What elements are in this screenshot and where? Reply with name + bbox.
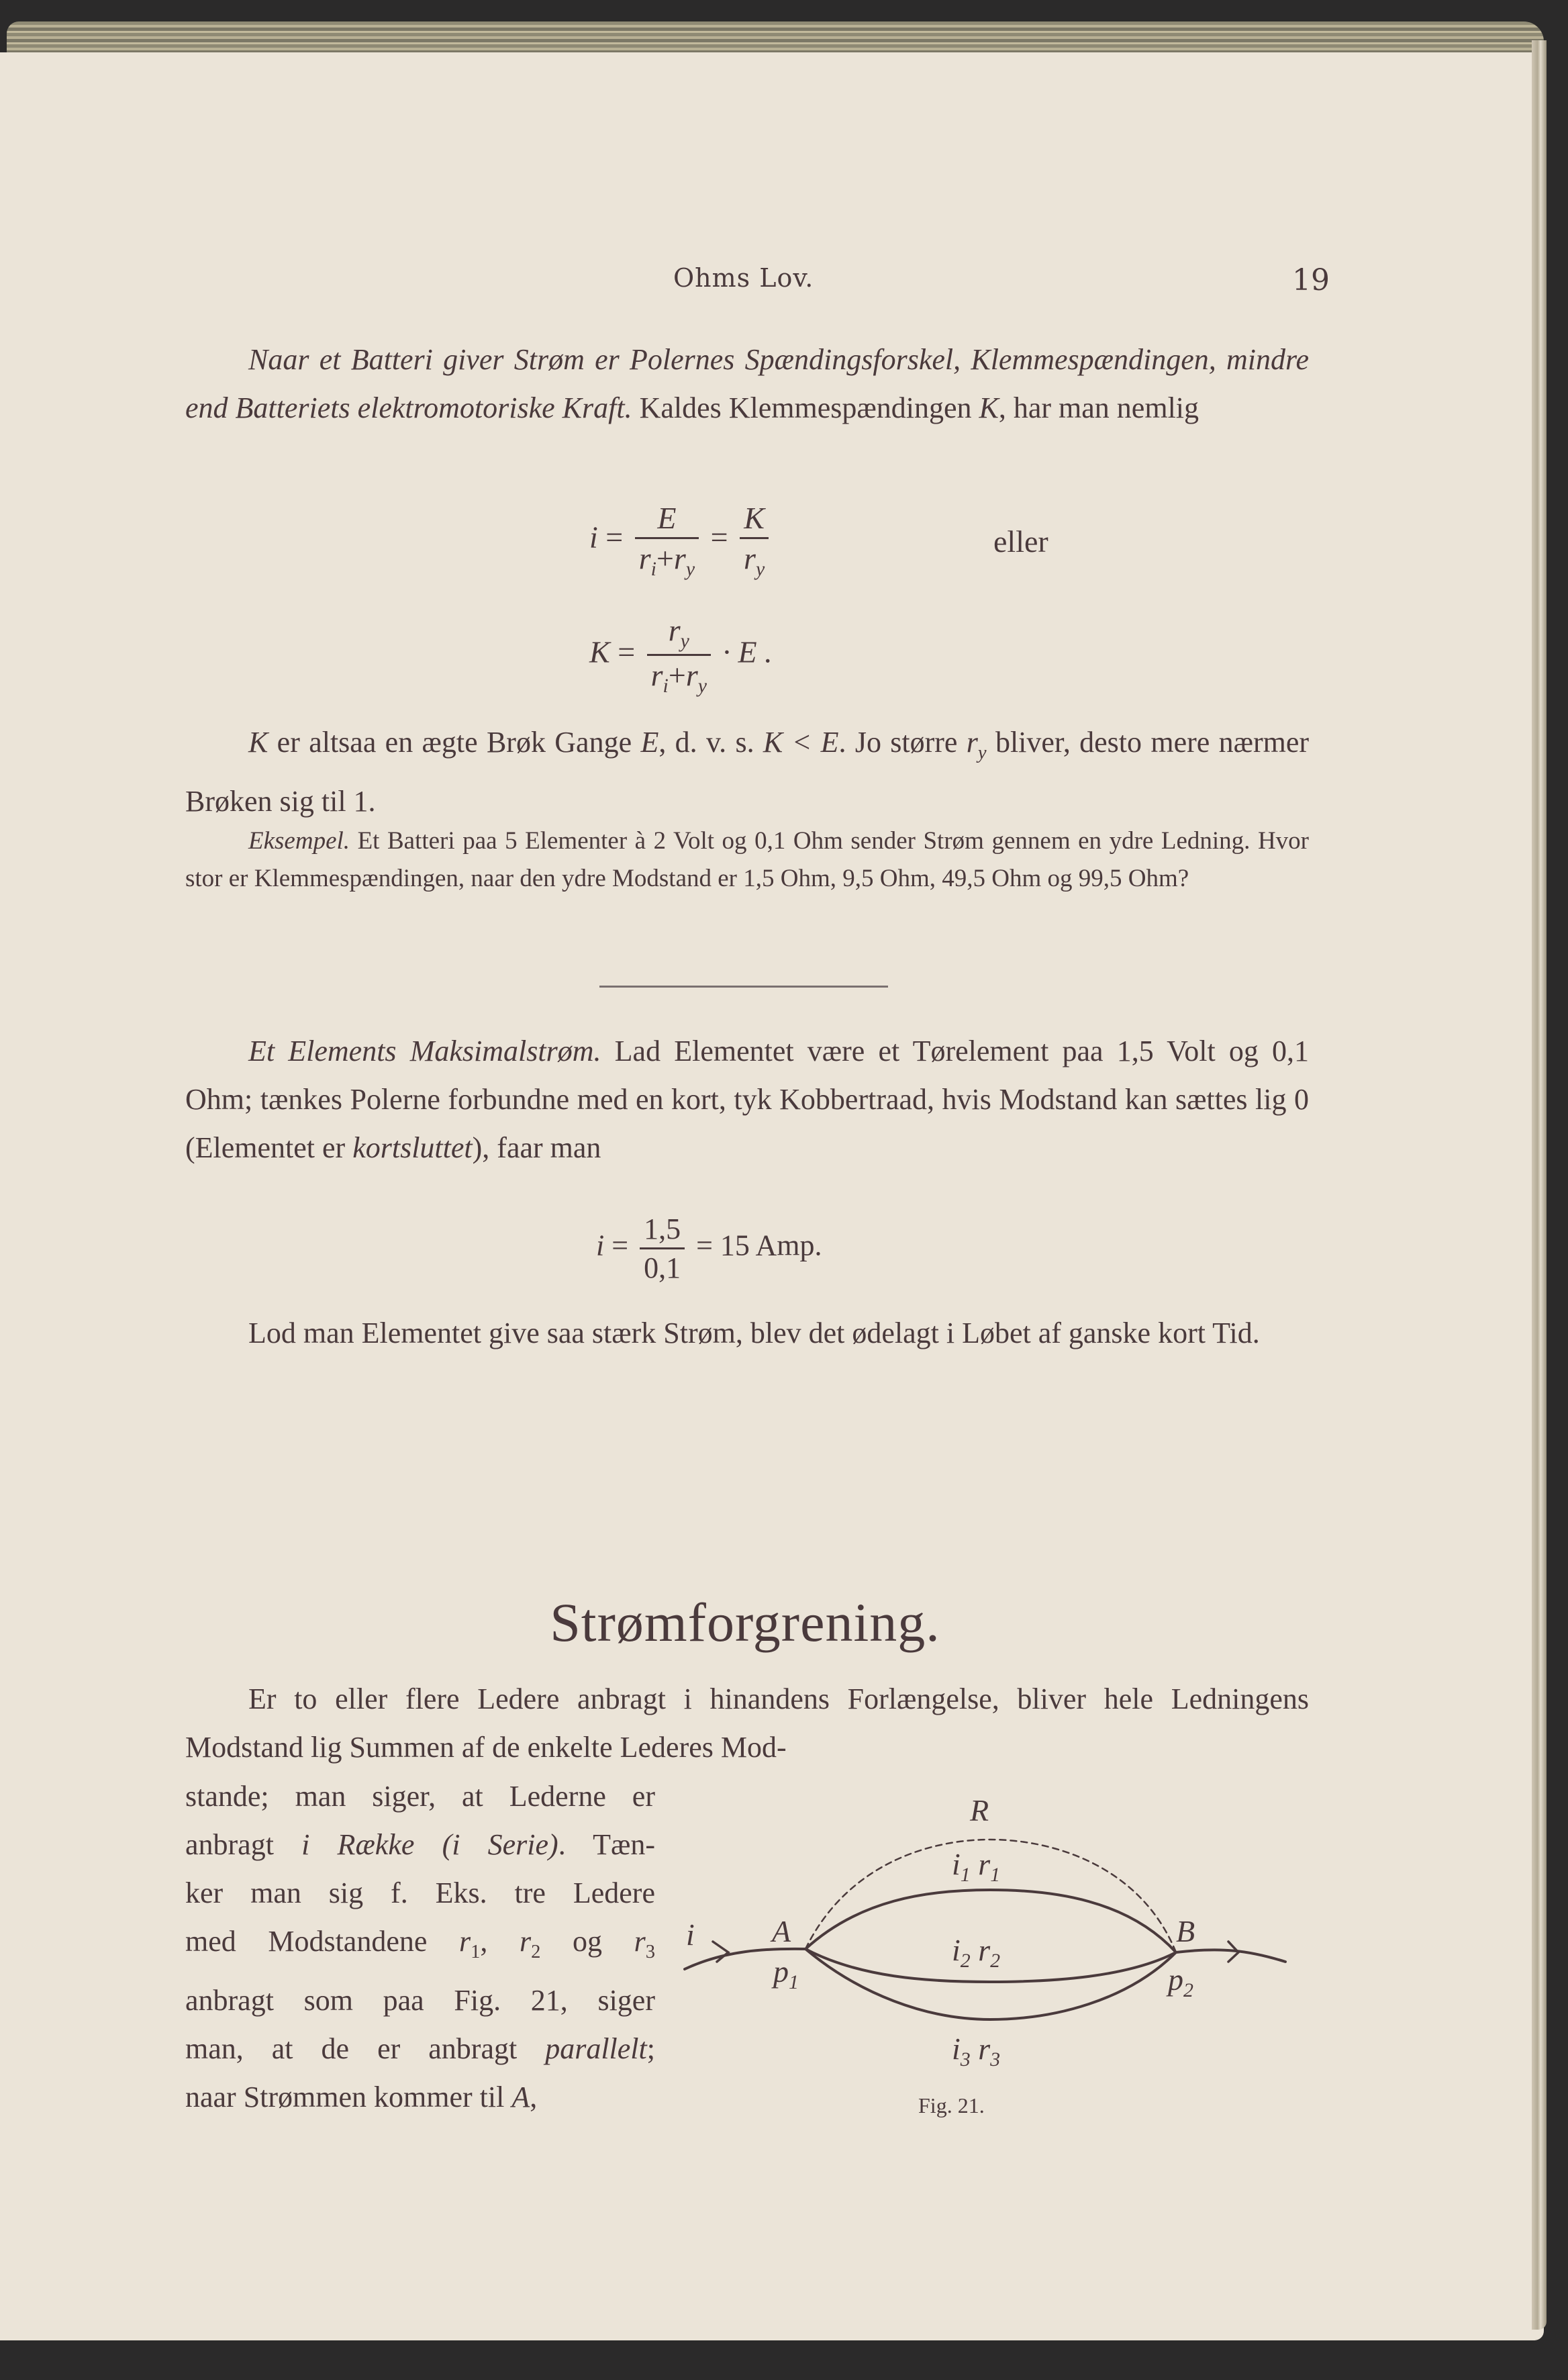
column-line: naar Strømmen kommer til A, — [185, 2080, 538, 2113]
fraction-1.5-over-0.1 — [640, 1212, 685, 1285]
figure-21-parallel-circuit — [671, 1786, 1309, 2135]
running-head: Ohms Lov. — [673, 263, 814, 293]
numerator-E: E — [657, 501, 677, 535]
paragraph-fraction-note: K er altsaa en ægte Brøk Gange E, d. v. s. K < E. Jo større $r_y$ bliver, desto mere nærmer Brøken sig til 1. — [185, 726, 1310, 818]
numerator-ry: $r_y$ — [668, 613, 689, 653]
eq-lhs-i: i — [589, 520, 598, 555]
denominator-ri-plus-ry: $r_i+r_y$ — [635, 537, 699, 581]
equals-sign: = — [605, 520, 624, 555]
equals-sign: = — [618, 634, 636, 669]
label-i3-r3: $i_3$ $r_3$ — [952, 2032, 1001, 2071]
column-line: anbragt som paa Fig. 21, siger — [185, 1983, 655, 2017]
figure-caption: Fig. 21. — [918, 2093, 985, 2117]
paragraph-series-intro: Er to eller flere Ledere anbragt i hinandens Forlængelse, bliver hele Ledningens Modstand lig Summen af de enkelte Lederes Mod- — [185, 1682, 1309, 1764]
equation-current — [589, 500, 773, 581]
label-i2-r2: $i_2$ $r_2$ — [952, 1933, 1001, 1972]
var-K: K — [979, 391, 999, 424]
example-exercise — [185, 822, 1309, 898]
result-15-amp: = 15 Amp. — [696, 1229, 822, 1262]
column-line: anbragt i Række (i Serie). Tæn- — [185, 1828, 655, 1861]
intro-text-end: , har man nemlig — [998, 391, 1199, 424]
intro-text: Kaldes Klemmespændingen — [632, 391, 979, 424]
times-E: · E . — [722, 634, 773, 669]
example-label: Eksempel. — [248, 827, 350, 855]
fraction-K-over-ry — [740, 500, 769, 581]
column-line: ker man sig f. Eks. tre Ledere — [185, 1876, 655, 1909]
numerator-K: K — [744, 501, 765, 535]
paragraph-intro — [185, 336, 1309, 432]
label-i: i — [686, 1917, 695, 1952]
paragraph-destroyed: Lod man Elementet give saa stærk Strøm, blev det ødelagt i Løbet af ganske kort Tid. — [248, 1317, 1260, 1349]
denominator-ri-plus-ry: $r_i+r_y$ — [647, 654, 711, 698]
page-number: 19 — [1292, 263, 1330, 297]
intro-italic-sentence: Naar et Batteri giver Strøm er Polernes Spændingsforskel, Klemmespændingen, mindre end Batteriets elektromotoriske Kraft. — [185, 343, 1309, 424]
section-divider — [599, 986, 888, 988]
denominator: 0,1 — [640, 1247, 685, 1285]
label-A: A — [772, 1914, 791, 1948]
column-line: stande; man siger, at Lederne er — [185, 1780, 655, 1813]
page-stack-right-edge — [1532, 40, 1547, 2330]
example-text: Et Batteri paa 5 Elementer à 2 Volt og 0,1 Ohm sender Strøm gennem en ydre Ledning. Hvor stor er Klemmespændingen, naar den ydre Modstand er 1,5 Ohm, 9,5 Ohm, 49,5 Ohm og 99,5 Ohm? — [185, 827, 1309, 892]
fraction-ry-over-sum — [647, 612, 711, 698]
paragraph-series-column — [185, 1772, 655, 2122]
eq-lhs-i: i — [596, 1229, 605, 1262]
column-line: med Modstandene $r_1$, $r_2$ og $r_3$ — [185, 1925, 656, 1962]
column-line: man, at de er anbragt parallelt; — [185, 2032, 655, 2065]
label-i1-r1: $i_1$ $r_1$ — [952, 1847, 1001, 1887]
fraction-E-over-sum — [635, 500, 699, 581]
denominator-ry: $r_y$ — [740, 537, 769, 581]
eq-lhs-K: K — [589, 634, 610, 669]
equation-terminal-voltage — [589, 612, 773, 698]
max-current-title: Et Elements Maksimalstrøm. — [248, 1035, 601, 1067]
inequality: K < E — [763, 726, 839, 759]
equals-sign: = — [611, 1229, 629, 1262]
label-R: R — [970, 1793, 989, 1827]
equation-short-circuit — [596, 1212, 822, 1285]
section-heading: Strømforgrening. — [550, 1592, 940, 1653]
label-p2: $p_2$ — [1168, 1962, 1193, 2002]
label-p1: $p_1$ — [773, 1954, 799, 1994]
eller-text: eller — [993, 524, 1048, 559]
label-B: B — [1176, 1914, 1195, 1948]
equals-sign: = — [710, 520, 728, 555]
numerator: 1,5 — [644, 1212, 681, 1245]
kortsluttet-term: kortsluttet — [352, 1131, 473, 1164]
paragraph-max-current: Et Elements Maksimalstrøm. Lad Elementet være et Tørelement paa 1,5 Volt og 0,1 Ohm; tænkes Polerne forbundne med en kort, tyk Kobbertraad, hvis Modstand kan sættes lig 0 (Elementet er kortsluttet), faar man — [185, 1035, 1309, 1164]
